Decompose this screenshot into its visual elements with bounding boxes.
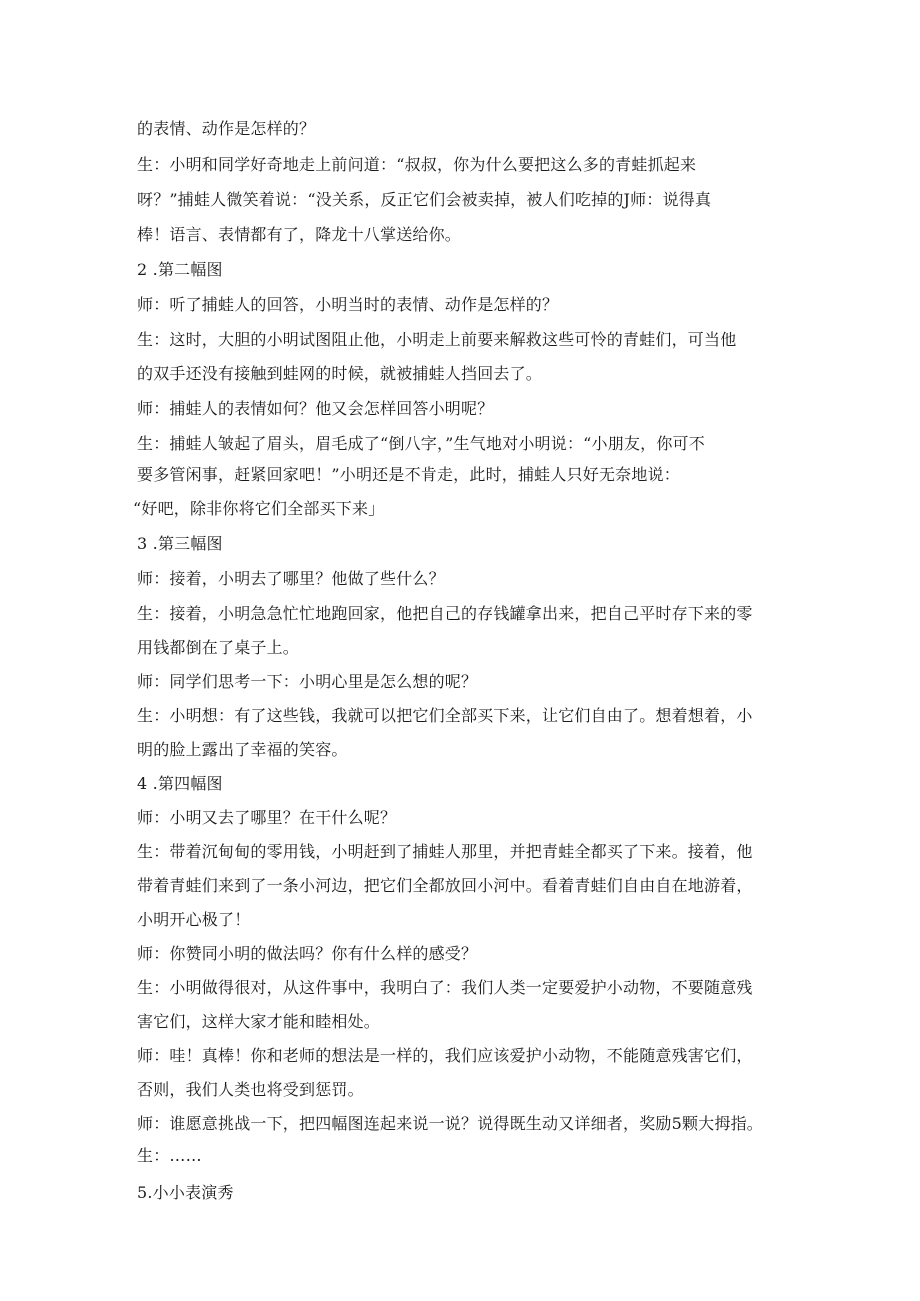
text-line: 师：接着，小明去了哪里？他做了些什么？ [137,569,445,588]
text-line: 用钱都倒在了桌子上。 [137,638,300,657]
text-line: 生：…… [137,1146,202,1165]
section-heading: 2 .第二幅图 [137,260,223,279]
text-line: 师：捕蛙人的表情如何？他又会怎样回答小明呢？ [137,399,494,418]
text-line: 的表情、动作是怎样的？ [137,119,316,138]
text-line: 生：带着沉甸甸的零用钱，小明赶到了捕蛙人那里，并把青蛙全都买了下来。接着，他 [137,842,753,861]
text-line: 棒！语言、表情都有了，降龙十八掌送给你。 [137,225,462,244]
text-line: 否则，我们人类也将受到惩罚。 [137,1080,364,1099]
text-line: 师：谁愿意挑战一下，把四幅图连起来说一说？说得既生动又详细者，奖励5颗大拇指。 [137,1114,763,1133]
text-line: 小明开心极了！ [137,910,251,929]
text-line: 要多管闲事，赶紧回家吧！”小明还是不肯走，此时，捕蛙人只好无奈地说： [137,465,680,484]
text-line: 害它们，这样大家才能和睦相处。 [137,1012,381,1031]
text-line: 呀？”捕蛙人微笑着说：“没关系，反正它们会被卖掉，被人们吃掉的J师：说得真 [137,190,712,209]
section-heading: 3 .第三幅图 [137,534,223,553]
text-line: 师：小明又去了哪里？在干什么呢？ [137,808,397,827]
section-heading: 5.小小表演秀 [137,1183,234,1202]
text-line: 带着青蛙们来到了一条小河边，把它们全都放回小河中。看着青蛙们自由自在地游着， [137,876,753,895]
text-line: 师：你赞同小明的做法吗？你有什么样的感受？ [137,944,478,963]
text-line: 师：听了捕蛙人的回答，小明当时的表情、动作是怎样的？ [137,295,559,314]
text-line: 生：接着，小明急急忙忙地跑回家，他把自己的存钱罐拿出来，把自己平时存下来的零 [137,604,753,623]
text-line: 明的脸上露出了幸福的笑容。 [137,740,348,759]
text-line: 生：捕蛙人皱起了眉头，眉毛成了“倒八字，”生气地对小明说：“小朋友，你可不 [137,434,705,453]
text-line: 生：小明和同学好奇地走上前问道：“叔叔，你为什么要把这么多的青蛙抓起来 [137,155,697,174]
section-heading: 4 .第四幅图 [137,774,223,793]
text-line: 生：小明做得很对，从这件事中，我明白了：我们人类一定要爱护小动物，不要随意残 [137,978,753,997]
text-line: 的双手还没有接触到蛙网的时候，就被捕蛙人挡回去了。 [137,364,543,383]
text-line: “好吧，除非你将它们全部买下来」 [133,499,385,518]
text-line: 师：哇！真棒！你和老师的想法是一样的，我们应该爱护小动物，不能随意残害它们， [137,1046,753,1065]
text-line: 师：同学们思考一下：小明心里是怎么想的呢？ [137,672,478,691]
text-line: 生：小明想：有了这些钱，我就可以把它们全部买下来，让它们自由了。想着想着，小 [137,706,753,725]
text-line: 生：这时，大胆的小明试图阻止他，小明走上前要来解救这些可怜的青蛙们，可当他 [137,330,737,349]
